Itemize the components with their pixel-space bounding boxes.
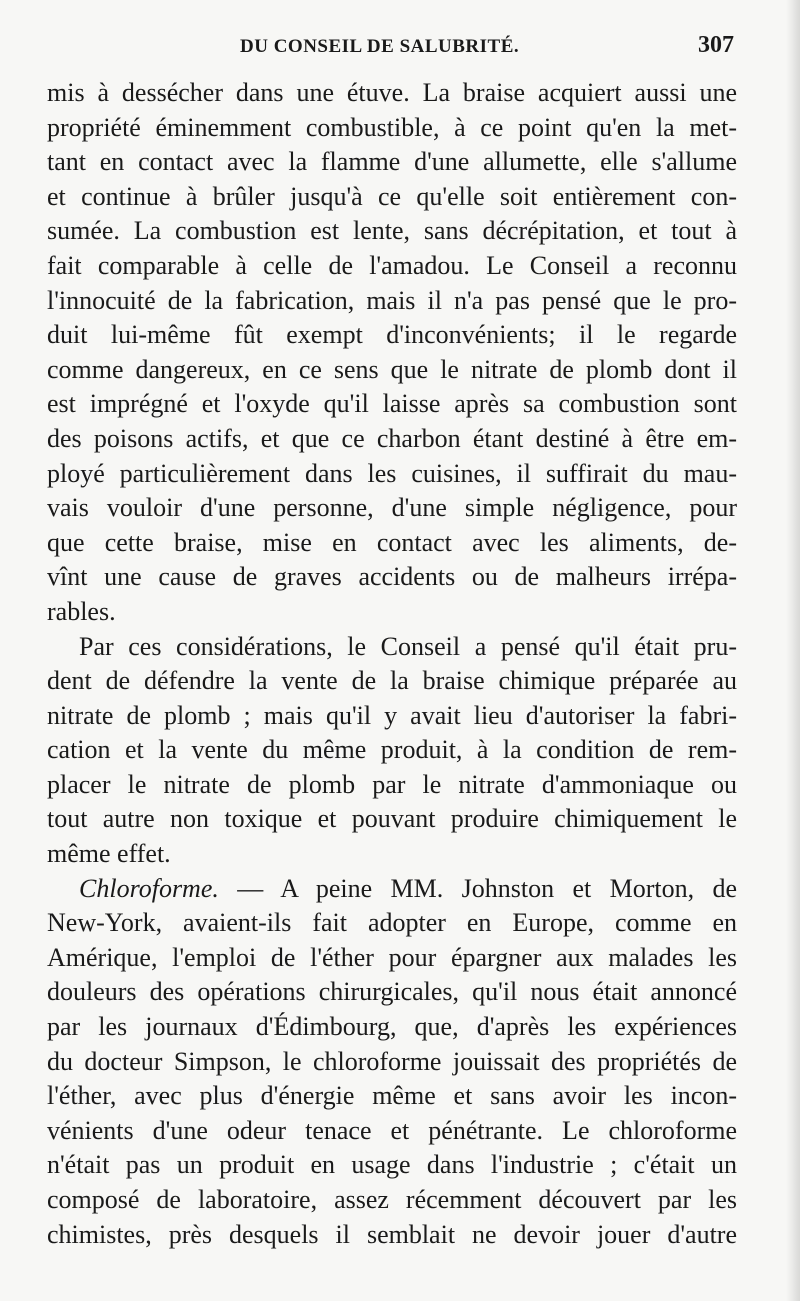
text-line: mis à dessécher dans une étuve. La braise acquiert aussi une xyxy=(47,78,737,107)
body-text xyxy=(47,76,737,1252)
text-line: l'éther, avec plus d'énergie même et sans avoir les incon- xyxy=(47,1081,737,1111)
text-line: des poisons actifs, et que ce charbon étant destiné à être em- xyxy=(47,423,737,453)
text-line: sumée. La combustion est lente, sans décrépitation, et tout à xyxy=(47,216,737,246)
section-start-line xyxy=(47,872,737,907)
text-line: fait comparable à celle de l'amadou. Le Conseil a reconnu xyxy=(47,250,737,280)
text-line: nitrate de plomb ; mais qu'il y avait lieu d'autoriser la fabri- xyxy=(47,700,737,730)
text-line: vais vouloir d'une personne, d'une simple négligence, pour xyxy=(47,493,737,523)
text-line: n'était pas un produit en usage dans l'industrie ; c'était un xyxy=(47,1150,737,1180)
running-title: DU CONSEIL DE SALUBRITÉ. xyxy=(240,36,520,57)
page-edge-shadow xyxy=(786,0,800,1301)
text-line: est imprégné et l'oxyde qu'il laisse après sa combustion sont xyxy=(47,389,737,419)
text-line: — A peine MM. Johnston et Morton, de xyxy=(237,873,738,903)
text-line: douleurs des opérations chirurgicales, qu'il nous était annoncé xyxy=(47,977,737,1007)
text-line: même effet. xyxy=(47,839,171,869)
text-line: Amérique, l'emploi de l'éther pour épargner aux malades les xyxy=(47,942,737,972)
text-line: duit lui-même fût exempt d'inconvénients; il le regarde xyxy=(47,320,737,350)
text-line: Par ces considérations, le Conseil a pensé qu'il était pru- xyxy=(79,631,737,661)
text-line: placer le nitrate de plomb par le nitrate d'ammoniaque ou xyxy=(47,769,737,799)
text-line: rables. xyxy=(47,596,116,626)
text-line: l'innocuité de la fabrication, mais il n'a pas pensé que le pro- xyxy=(47,285,737,315)
text-line: cation et la vente du même produit, à la condition de rem- xyxy=(47,735,737,765)
text-line: New-York, avaient-ils fait adopter en Europe, comme en xyxy=(47,908,737,938)
text-line: composé de laboratoire, assez récemment découvert par les xyxy=(47,1185,737,1214)
text-line: comme dangereux, en ce sens que le nitrate de plomb dont il xyxy=(47,354,737,384)
text-line: chimistes, près desquels il semblait ne devoir jouer d'autre xyxy=(47,1219,737,1249)
text-line: du docteur Simpson, le chloroforme jouissait des propriétés de xyxy=(47,1046,737,1076)
text-line: ployé particulièrement dans les cuisines, il suffirait du mau- xyxy=(47,458,737,488)
text-line: vénients d'une odeur tenace et pénétrante. Le chloroforme xyxy=(47,1115,737,1145)
text-line: et continue à brûler jusqu'à ce qu'elle soit entièrement con- xyxy=(47,181,737,211)
text-line: tout autre non toxique et pouvant produire chimiquement le xyxy=(47,804,737,834)
text-line: tant en contact avec la flamme d'une allumette, elle s'allume xyxy=(47,147,737,177)
text-line: vînt une cause de graves accidents ou de malheurs irrépa- xyxy=(47,562,737,592)
text-line: par les journaux d'Édimbourg, que, d'après les expériences xyxy=(47,1012,737,1042)
text-line: dent de défendre la vente de la braise chimique préparée au xyxy=(47,666,737,696)
text-line: propriété éminemment combustible, à ce point qu'en la met- xyxy=(47,112,737,142)
section-heading: Chloroforme. xyxy=(79,873,219,903)
page-header xyxy=(0,30,800,66)
page-number: 307 xyxy=(698,32,734,58)
text-line: que cette braise, mise en contact avec les aliments, de- xyxy=(47,527,737,557)
